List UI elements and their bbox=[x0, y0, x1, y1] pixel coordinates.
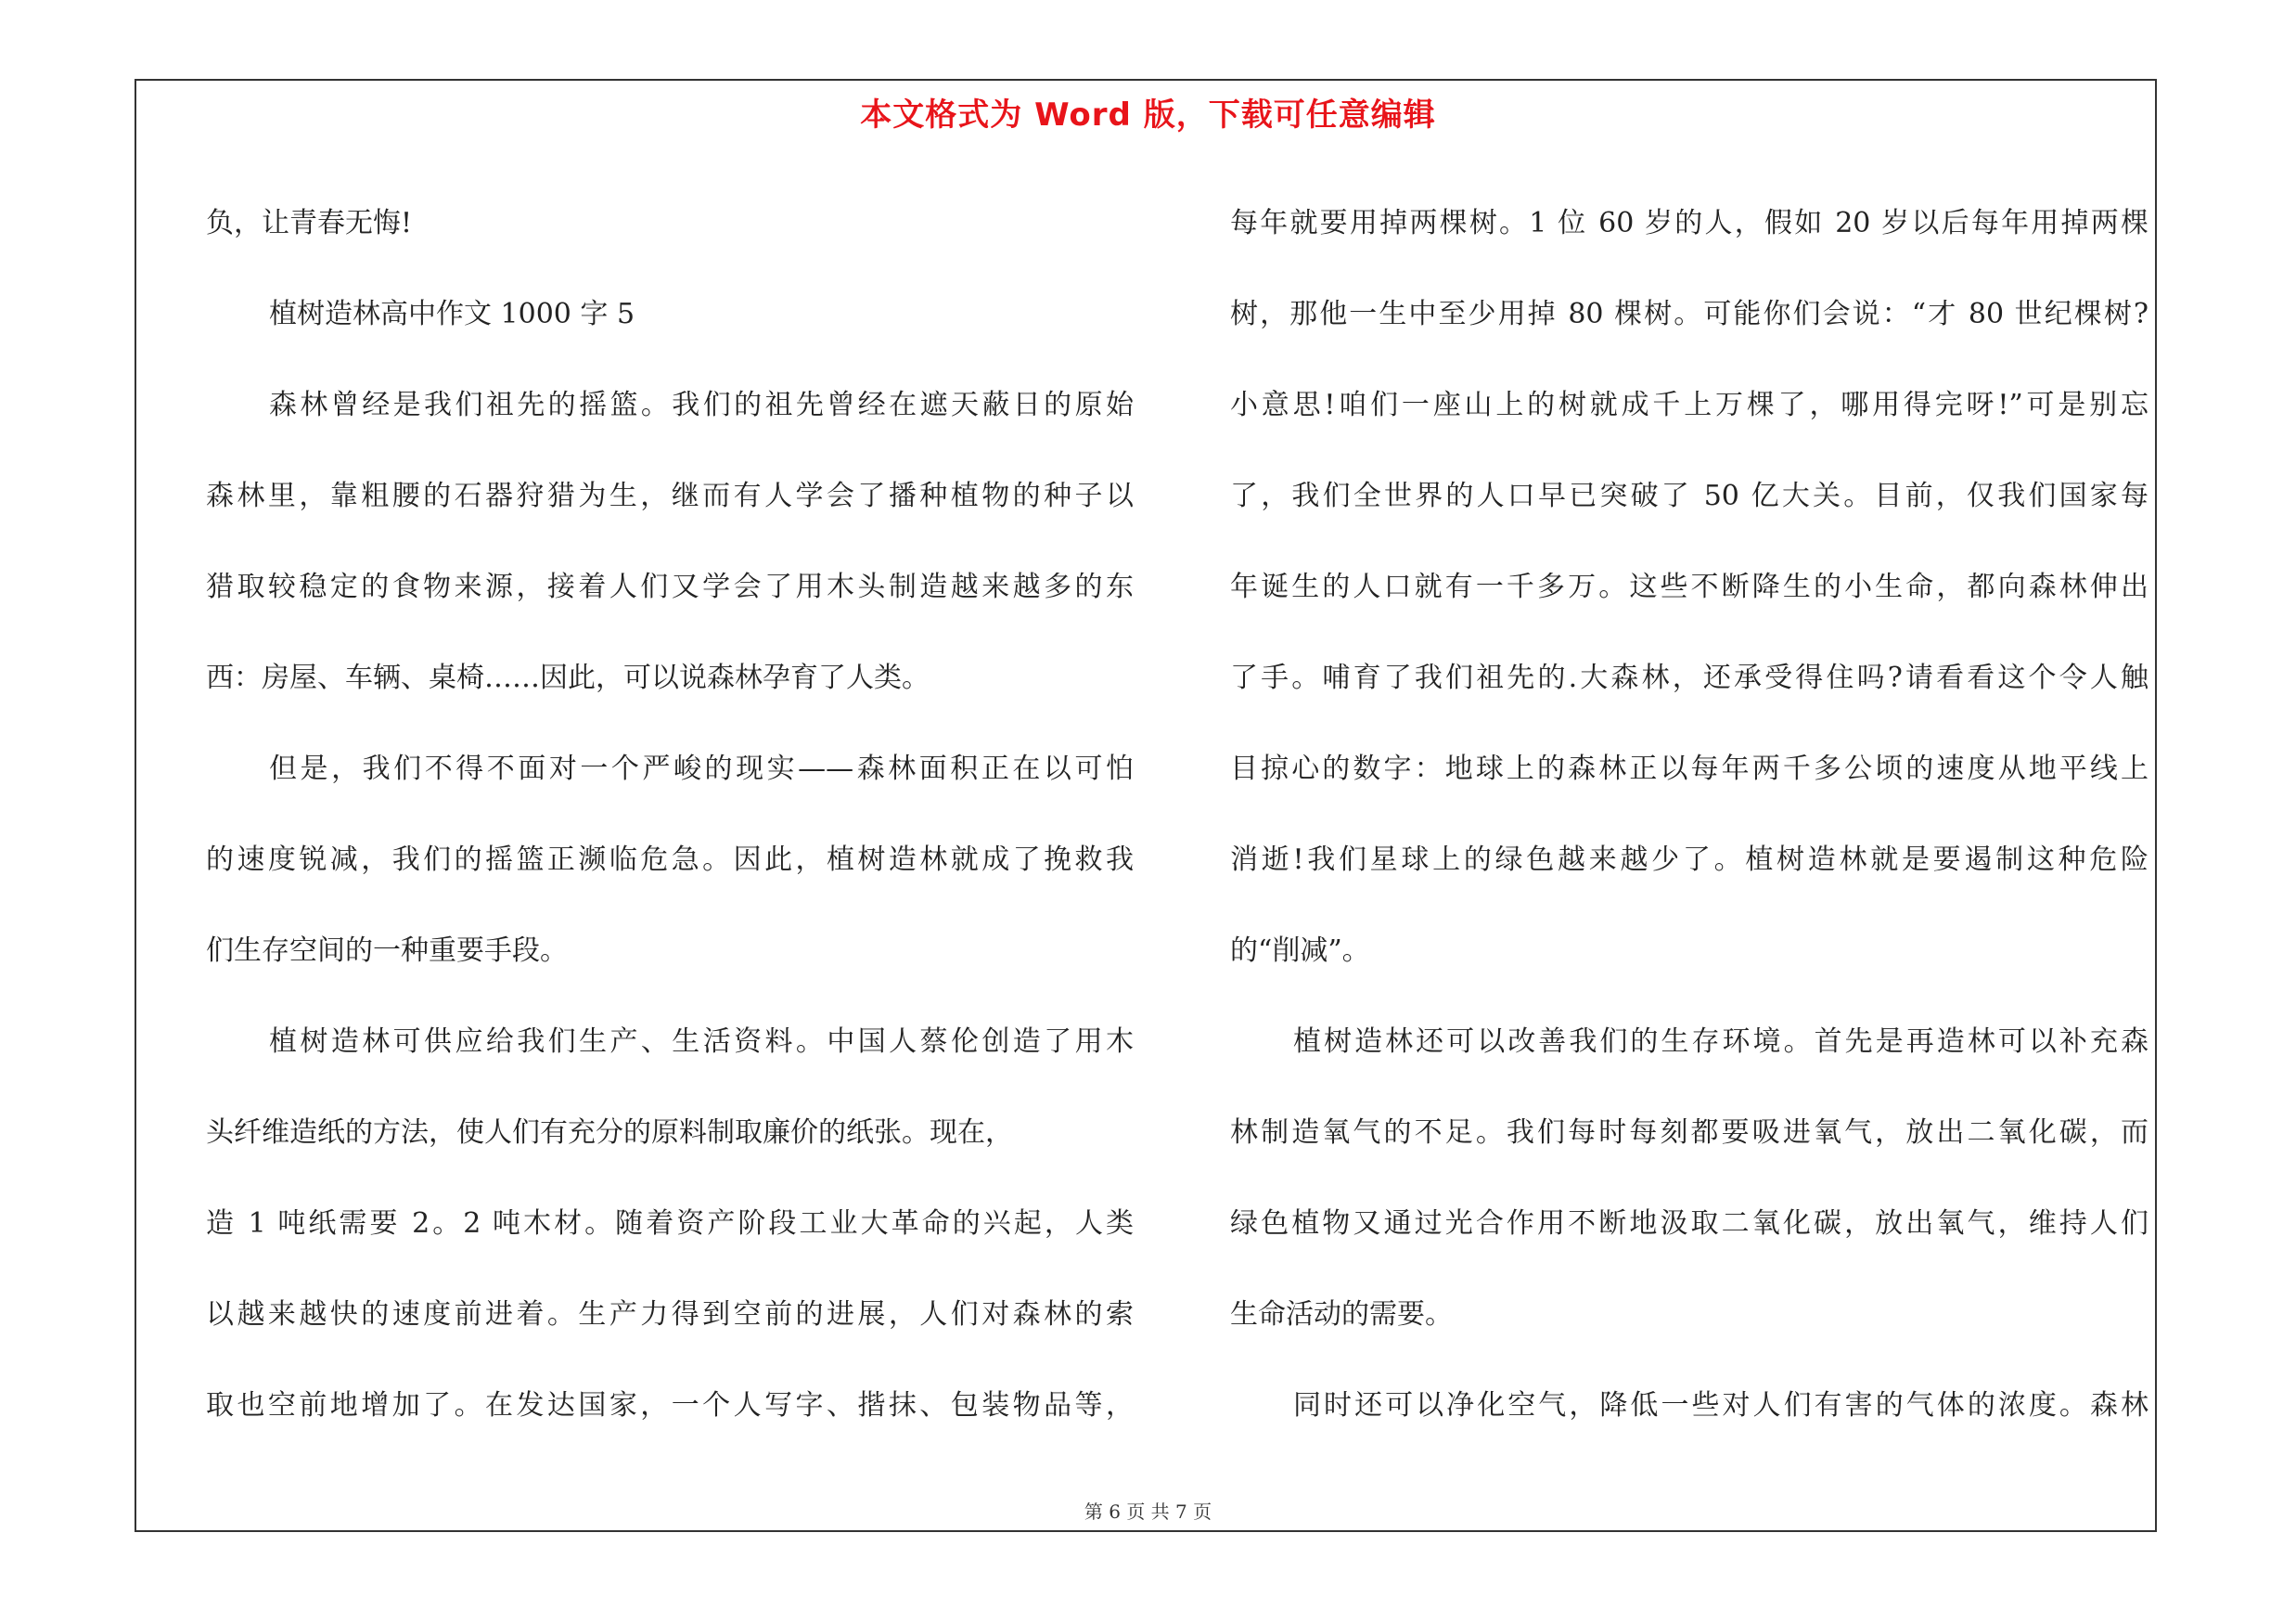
text-line: 西：房屋、车辆、桌椅……因此，可以说森林孕育了人类。 bbox=[206, 662, 930, 694]
text-line: 目掠心的数字：地球上的森林正以每年两千多公顷的速度从地平线上 bbox=[1230, 753, 2148, 785]
text-line: 小意思!咱们一座山上的树就成千上万棵了，哪用得完呀!”可是别忘 bbox=[1230, 389, 2148, 421]
text-line: 森林里，靠粗腰的石器狩猎为生，继而有人学会了播种植物的种子以 bbox=[206, 480, 1134, 512]
text-line: 林制造氧气的不足。我们每时每刻都要吸进氧气，放出二氧化碳，而 bbox=[1230, 1116, 2148, 1149]
text-line: 的“削减”。 bbox=[1230, 934, 1370, 967]
text-line: 植树造林高中作文 1000 字 5 bbox=[269, 298, 635, 330]
text-line: 树，那他一生中至少用掉 80 棵树。可能你们会说：“才 80 世纪棵树? bbox=[1230, 298, 2148, 330]
text-line: 了手。哺育了我们祖先的.大森林，还承受得住吗?请看看这个令人触 bbox=[1230, 662, 2148, 694]
text-line: 取也空前地增加了。在发达国家，一个人写字、揩抹、包装物品等， bbox=[206, 1389, 1134, 1422]
text-line: 生命活动的需要。 bbox=[1230, 1298, 1453, 1331]
word-format-banner: 本文格式为 Word 版，下载可任意编辑 bbox=[860, 97, 1436, 134]
text-line: 年诞生的人口就有一千多万。这些不断降生的小生命，都向森林伸出 bbox=[1230, 571, 2148, 603]
text-line: 头纤维造纸的方法，使人们有充分的原料制取廉价的纸张。现在， bbox=[206, 1116, 1013, 1149]
text-line: 同时还可以净化空气，降低一些对人们有害的气体的浓度。森林 bbox=[1293, 1389, 2148, 1422]
text-line: 绿色植物又通过光合作用不断地汲取二氧化碳，放出氧气，维持人们 bbox=[1230, 1207, 2148, 1240]
text-line: 森林曾经是我们祖先的摇篮。我们的祖先曾经在遮天蔽日的原始 bbox=[269, 389, 1134, 421]
text-line: 造 1 吨纸需要 2。2 吨木材。随着资产阶段工业大革命的兴起，人类 bbox=[206, 1207, 1134, 1240]
text-line: 但是，我们不得不面对一个严峻的现实——森林面积正在以可怕 bbox=[269, 753, 1134, 785]
text-line: 的速度锐减，我们的摇篮正濒临危急。因此，植树造林就成了挽救我 bbox=[206, 844, 1134, 876]
text-line: 以越来越快的速度前进着。生产力得到空前的进展，人们对森林的索 bbox=[206, 1298, 1134, 1331]
text-line: 植树造林还可以改善我们的生存环境。首先是再造林可以补充森 bbox=[1293, 1025, 2148, 1058]
text-line: 消逝!我们星球上的绿色越来越少了。植树造林就是要遏制这种危险 bbox=[1230, 844, 2148, 876]
left-text-column bbox=[206, 178, 1134, 1451]
text-line: 们生存空间的一种重要手段。 bbox=[206, 934, 568, 967]
page-number-footer: 第 6 页 共 7 页 bbox=[1084, 1501, 1212, 1523]
text-line: 负，让青春无悔! bbox=[206, 207, 413, 239]
text-line: 植树造林可供应给我们生产、生活资料。中国人蔡伦创造了用木 bbox=[269, 1025, 1134, 1058]
text-line: 了，我们全世界的人口早已突破了 50 亿大关。目前，仅我们国家每 bbox=[1230, 480, 2148, 512]
right-text-column bbox=[1230, 178, 2148, 1451]
text-line: 每年就要用掉两棵树。1 位 60 岁的人，假如 20 岁以后每年用掉两棵 bbox=[1230, 207, 2148, 239]
text-line: 猎取较稳定的食物来源，接着人们又学会了用木头制造越来越多的东 bbox=[206, 571, 1134, 603]
